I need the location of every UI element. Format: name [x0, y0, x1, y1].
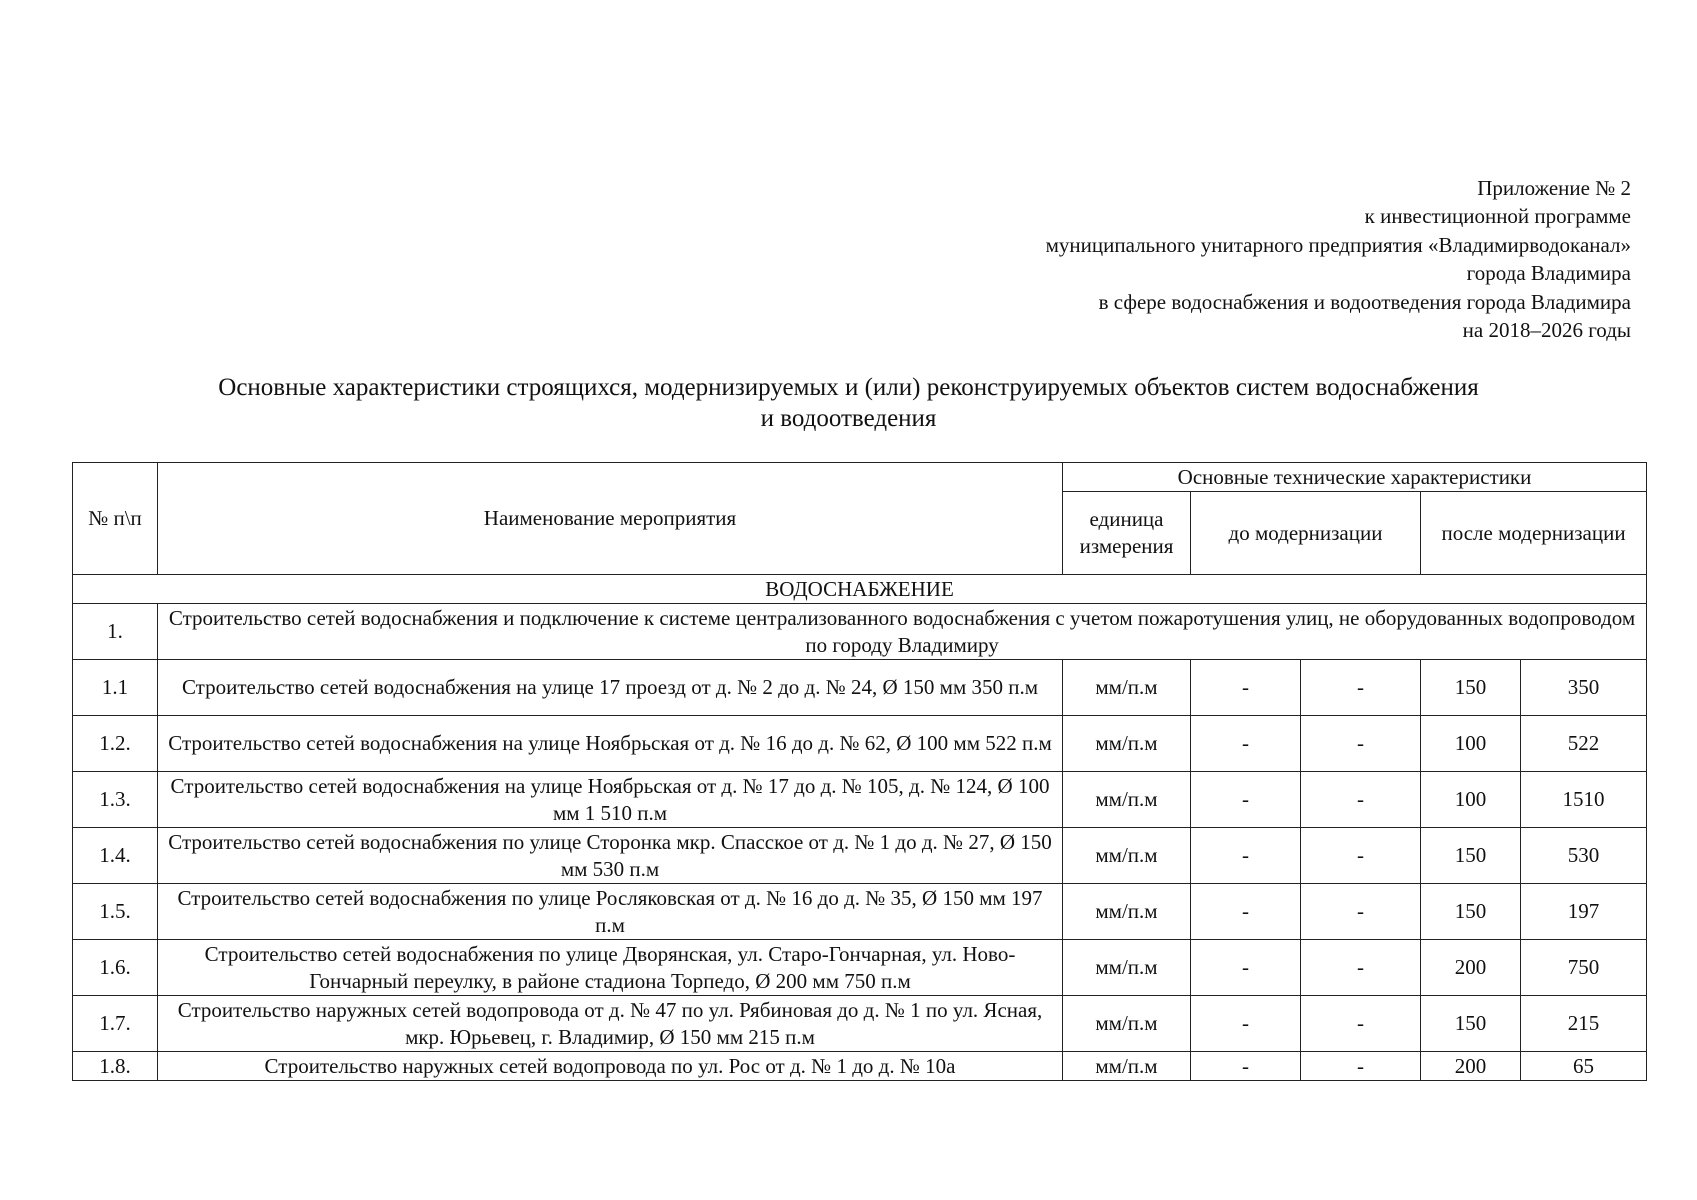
row-after-a: 100 [1421, 716, 1521, 772]
row-after-b: 197 [1521, 884, 1647, 940]
appendix-line: города Владимира [1466, 261, 1631, 286]
table-row [73, 772, 1647, 828]
header-num: № п\п [73, 463, 158, 575]
row-num: 1.6. [73, 940, 158, 996]
row-name: Строительство наружных сетей водопровода от д. № 47 по ул. Рябиновая до д. № 1 по ул. Ясная, мкр. Юрьевец, г. Владимир, Ø 150 мм 215 п.м [158, 996, 1063, 1052]
row-unit: мм/п.м [1063, 828, 1191, 884]
row-before-b: - [1301, 772, 1421, 828]
row-before-b: - [1301, 884, 1421, 940]
row-after-a: 150 [1421, 660, 1521, 716]
row-unit: мм/п.м [1063, 1052, 1191, 1081]
group-text: Строительство сетей водоснабжения и подключение к системе централизованного водоснабжения с учетом пожаротушения улиц, не оборудованных водопроводом по городу Владимиру [158, 604, 1647, 660]
row-after-b: 1510 [1521, 772, 1647, 828]
row-before-b: - [1301, 996, 1421, 1052]
row-name: Строительство сетей водоснабжения по улице Сторонка мкр. Спасское от д. № 1 до д. № 27, Ø 150 мм 530 п.м [158, 828, 1063, 884]
row-before-a: - [1191, 772, 1301, 828]
table-row [73, 828, 1647, 884]
row-before-b: - [1301, 716, 1421, 772]
row-before-b: - [1301, 1052, 1421, 1081]
document-title-line: и водоотведения [760, 405, 937, 432]
section-title: ВОДОСНАБЖЕНИЕ [73, 575, 1647, 604]
header-before: до модернизации [1191, 492, 1421, 575]
row-after-b: 65 [1521, 1052, 1647, 1081]
row-before-a: - [1191, 1052, 1301, 1081]
row-num: 1.1 [73, 660, 158, 716]
row-after-a: 200 [1421, 940, 1521, 996]
row-after-b: 750 [1521, 940, 1647, 996]
header-unit: единица измерения [1063, 492, 1191, 575]
table-row [73, 716, 1647, 772]
row-after-a: 150 [1421, 884, 1521, 940]
appendix-line: к инвестиционной программе [1364, 204, 1631, 229]
row-after-b: 530 [1521, 828, 1647, 884]
row-before-a: - [1191, 716, 1301, 772]
document-title-line: Основные характеристики строящихся, модернизируемых и (или) реконструируемых объектов систем водоснабжения [218, 374, 1479, 401]
row-before-b: - [1301, 660, 1421, 716]
row-num: 1.4. [73, 828, 158, 884]
row-unit: мм/п.м [1063, 940, 1191, 996]
row-before-a: - [1191, 660, 1301, 716]
row-before-a: - [1191, 940, 1301, 996]
header-after: после модернизации [1421, 492, 1647, 575]
row-name: Строительство сетей водоснабжения на улице 17 проезд от д. № 2 до д. № 24, Ø 150 мм 350 п.м [158, 660, 1063, 716]
row-before-a: - [1191, 828, 1301, 884]
row-before-b: - [1301, 940, 1421, 996]
row-before-a: - [1191, 884, 1301, 940]
row-after-a: 100 [1421, 772, 1521, 828]
header-tech: Основные технические характеристики [1063, 463, 1647, 492]
header-row [73, 463, 1647, 492]
row-num: 1.8. [73, 1052, 158, 1081]
row-unit: мм/п.м [1063, 716, 1191, 772]
row-name: Строительство сетей водоснабжения на улице Ноябрьская от д. № 17 до д. № 105, д. № 124, Ø 100 мм 1 510 п.м [158, 772, 1063, 828]
section-row [73, 575, 1647, 604]
row-unit: мм/п.м [1063, 996, 1191, 1052]
characteristics-table [72, 462, 1647, 1081]
row-after-b: 522 [1521, 716, 1647, 772]
table-row [73, 996, 1647, 1052]
row-unit: мм/п.м [1063, 772, 1191, 828]
row-num: 1.5. [73, 884, 158, 940]
row-num: 1.2. [73, 716, 158, 772]
table-row [73, 940, 1647, 996]
row-after-b: 350 [1521, 660, 1647, 716]
row-name: Строительство сетей водоснабжения на улице Ноябрьская от д. № 16 до д. № 62, Ø 100 мм 522 п.м [158, 716, 1063, 772]
table-row [73, 1052, 1647, 1081]
appendix-header [731, 174, 1631, 344]
row-name: Строительство сетей водоснабжения по улице Дворянская, ул. Старо-Гончарная, ул. Ново-Гончарный переулку, в районе стадиона Торпедо, Ø 200 мм 750 п.м [158, 940, 1063, 996]
row-after-a: 200 [1421, 1052, 1521, 1081]
group-num: 1. [73, 604, 158, 660]
appendix-line: на 2018–2026 годы [1462, 318, 1631, 343]
appendix-line: в сфере водоснабжения и водоотведения города Владимира [1098, 289, 1631, 314]
row-num: 1.7. [73, 996, 158, 1052]
row-num: 1.3. [73, 772, 158, 828]
row-before-b: - [1301, 828, 1421, 884]
row-before-a: - [1191, 996, 1301, 1052]
document-title [0, 372, 1697, 434]
row-name: Строительство наружных сетей водопровода по ул. Рос от д. № 1 до д. № 10а [158, 1052, 1063, 1081]
row-unit: мм/п.м [1063, 660, 1191, 716]
table-row [73, 660, 1647, 716]
appendix-line: муниципального унитарного предприятия «Владимирводоканал» [1045, 232, 1631, 257]
table-row [73, 884, 1647, 940]
header-name: Наименование мероприятия [158, 463, 1063, 575]
row-unit: мм/п.м [1063, 884, 1191, 940]
row-name: Строительство сетей водоснабжения по улице Росляковская от д. № 16 до д. № 35, Ø 150 мм 197 п.м [158, 884, 1063, 940]
group-row [73, 604, 1647, 660]
row-after-a: 150 [1421, 996, 1521, 1052]
appendix-line: Приложение № 2 [1477, 176, 1631, 200]
row-after-a: 150 [1421, 828, 1521, 884]
row-after-b: 215 [1521, 996, 1647, 1052]
